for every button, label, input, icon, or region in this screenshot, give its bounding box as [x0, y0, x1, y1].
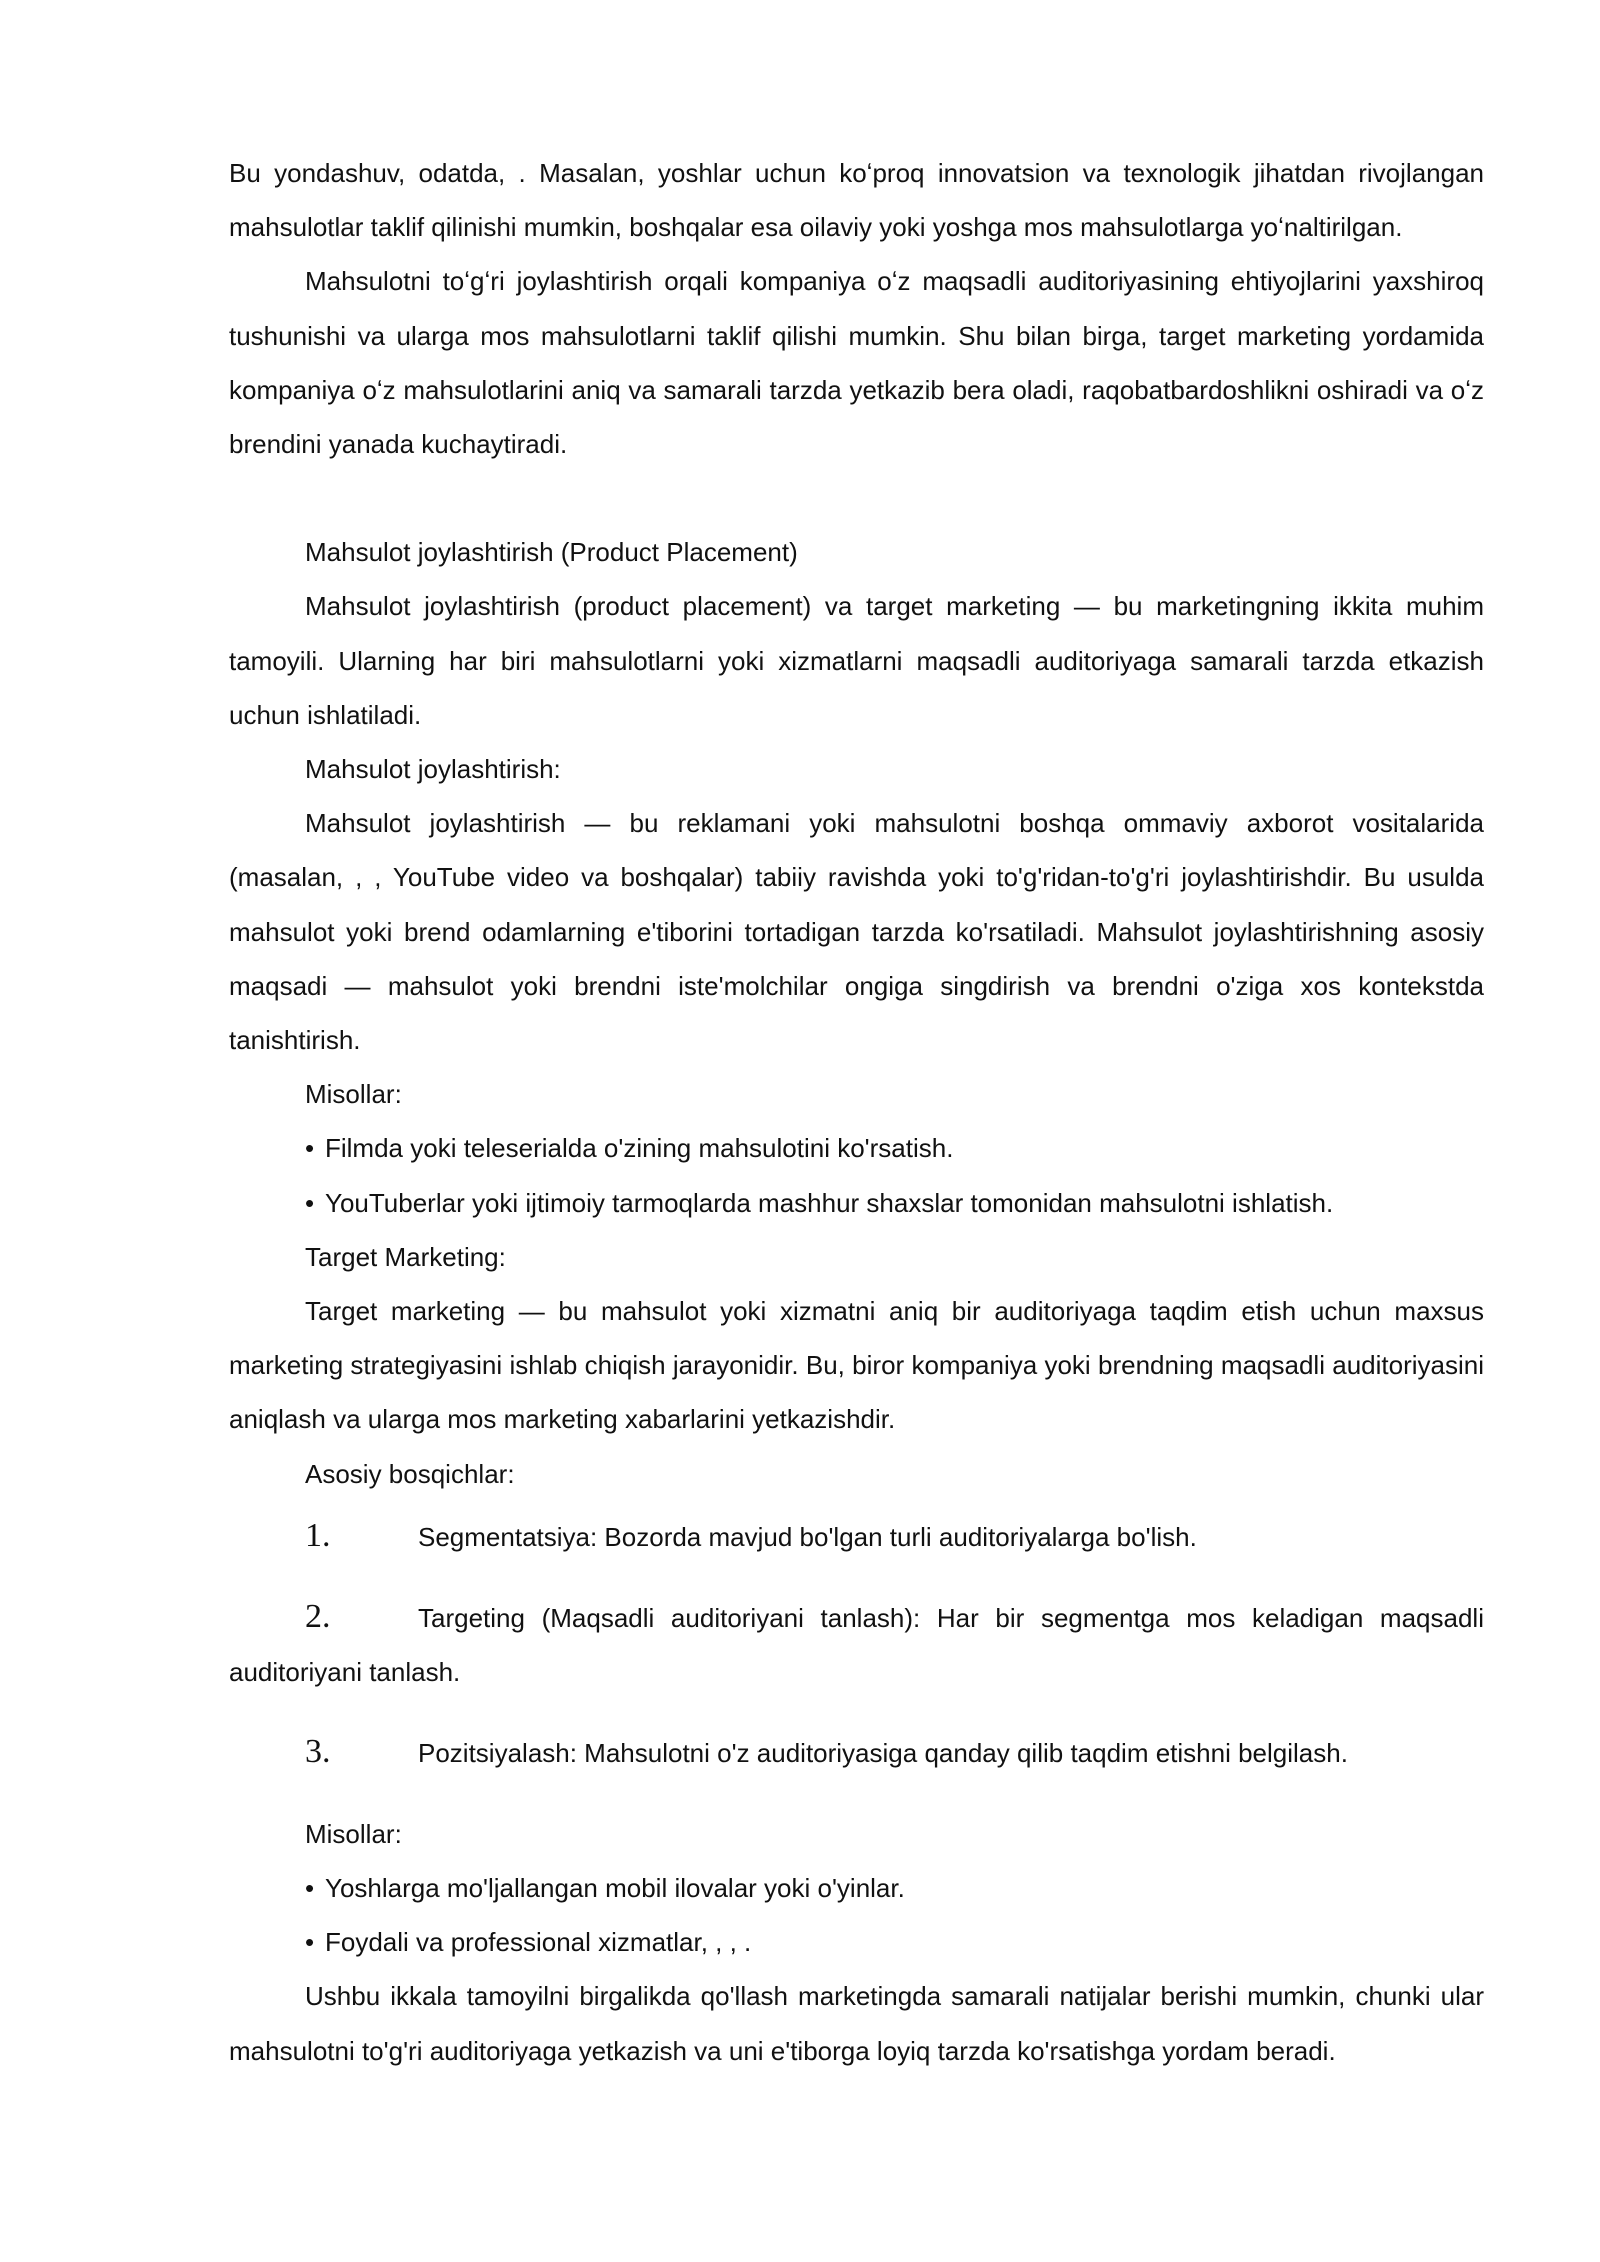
- label-examples-1: Misollar:: [305, 1079, 402, 1110]
- list-item-text: YouTuberlar yoki ijtimoiy tarmoqlarda mashhur shaxslar tomonidan mahsulotni ishlatish.: [325, 1187, 1334, 1218]
- paragraph-intro: Bu yondashuv, odatda, . Masalan, yoshlar uchun koʻproq innovatsion va texnologik jihatdan rivojlangan mahsulotlar taklif qilinishi mumkin, boshqalar esa oilaviy yoki yoshga mos mahsulotlarga yoʻnaltirilgan.: [229, 158, 1484, 243]
- label-target-marketing: Target Marketing:: [305, 1241, 506, 1272]
- document-page: [229, 146, 1484, 2078]
- label-examples-2: Misollar:: [305, 1818, 402, 1849]
- section-heading: Mahsulot joylashtirish (Product Placement): [305, 537, 798, 568]
- paragraph-conclusion: Ushbu ikkala tamoyilni birgalikda qo'llash marketingda samarali natijalar berishi mumkin, chunki ular mahsulotni to'g'ri auditoriyaga yetkazish va uni e'tiborga loyiq tarzda ko'rsatishga yordam beradi.: [229, 1981, 1484, 2066]
- item-number: 1.: [305, 1516, 331, 1554]
- paragraph-target-marketing: Target marketing — bu mahsulot yoki xizmatni aniq bir auditoriyaga taqdim etish uchun maxsus marketing strategiyasini ishlab chiqish jarayonidir. Bu, biror kompaniya yoki brendning maqsadli auditoriyasini aniqlash va ularga mos marketing xabarlarini yetkazishdir.: [229, 1296, 1484, 1435]
- item-number: 2.: [305, 1598, 331, 1636]
- numbered-item: [229, 1590, 1484, 1699]
- list-item: [229, 1915, 1484, 1969]
- paragraph-product-placement: Mahsulot joylashtirish — bu reklamani yoki mahsulotni boshqa ommaviy axborot vositalarida (masalan, , , YouTube video va boshqalar) tabiiy ravishda yoki to'g'ridan-to'g'ri joylashtirishdir. Bu usulda mahsulot yoki brend odamlarning e'tiborini tortadigan tarzda ko'rsatiladi. Mahsulot joylashtirishning asosiy maqsadi — mahsulot yoki brendni iste'molchilar ongiga singdirish va brendni o'ziga xos kontekstda tanishtirish.: [229, 808, 1484, 1056]
- paragraph-placement-benefits: Mahsulotni toʻgʻri joylashtirish orqali kompaniya oʻz maqsadli auditoriyasining ehtiyojlarini yaxshiroq tushunishi va ularga mos mahsulotlarni taklif qilishi mumkin. Shu bilan birga, target marketing yordamida kompaniya oʻz mahsulotlarini aniq va samarali tarzda yetkazib bera oladi, raqobatbardoshlikni oshiradi va oʻz brendini yanada kuchaytiradi.: [229, 266, 1484, 460]
- list-item-text: Foydali va professional xizmatlar, , , .: [325, 1927, 752, 1958]
- list-item-text: Yoshlarga mo'ljallangan mobil ilovalar yoki o'yinlar.: [325, 1872, 905, 1903]
- item-text: Targeting (Maqsadli auditoriyani tanlash): Har bir segmentga mos keladigan maqsadli auditoriyani tanlash.: [229, 1603, 1484, 1688]
- list-item: [229, 1176, 1484, 1230]
- list-item-text: Filmda yoki teleserialda o'zining mahsulotini ko'rsatish.: [325, 1133, 954, 1164]
- label-main-stages: Asosiy bosqichlar:: [305, 1458, 515, 1489]
- list-item: [229, 1861, 1484, 1915]
- bullet-icon: •: [305, 1872, 315, 1903]
- bullet-icon: •: [305, 1133, 315, 1164]
- label-product-placement: Mahsulot joylashtirish:: [305, 754, 561, 785]
- list-item: [229, 1121, 1484, 1175]
- item-number: 3.: [305, 1733, 331, 1771]
- bullet-icon: •: [305, 1927, 315, 1958]
- item-text: Segmentatsiya: Bozorda mavjud bo'lgan turli auditoriyalarga bo'lish.: [418, 1521, 1197, 1552]
- bullet-icon: •: [305, 1187, 315, 1218]
- paragraph-principles: Mahsulot joylashtirish (product placement) va target marketing — bu marketingning ikkita muhim tamoyili. Ularning har biri mahsulotlarni yoki xizmatlarni maqsadli auditoriyaga samarali tarzda etkazish uchun ishlatiladi.: [229, 591, 1484, 730]
- numbered-item: [229, 1509, 1484, 1564]
- numbered-item: [229, 1725, 1484, 1780]
- item-text: Pozitsiyalash: Mahsulotni o'z auditoriyasiga qanday qilib taqdim etishni belgilash.: [418, 1738, 1348, 1769]
